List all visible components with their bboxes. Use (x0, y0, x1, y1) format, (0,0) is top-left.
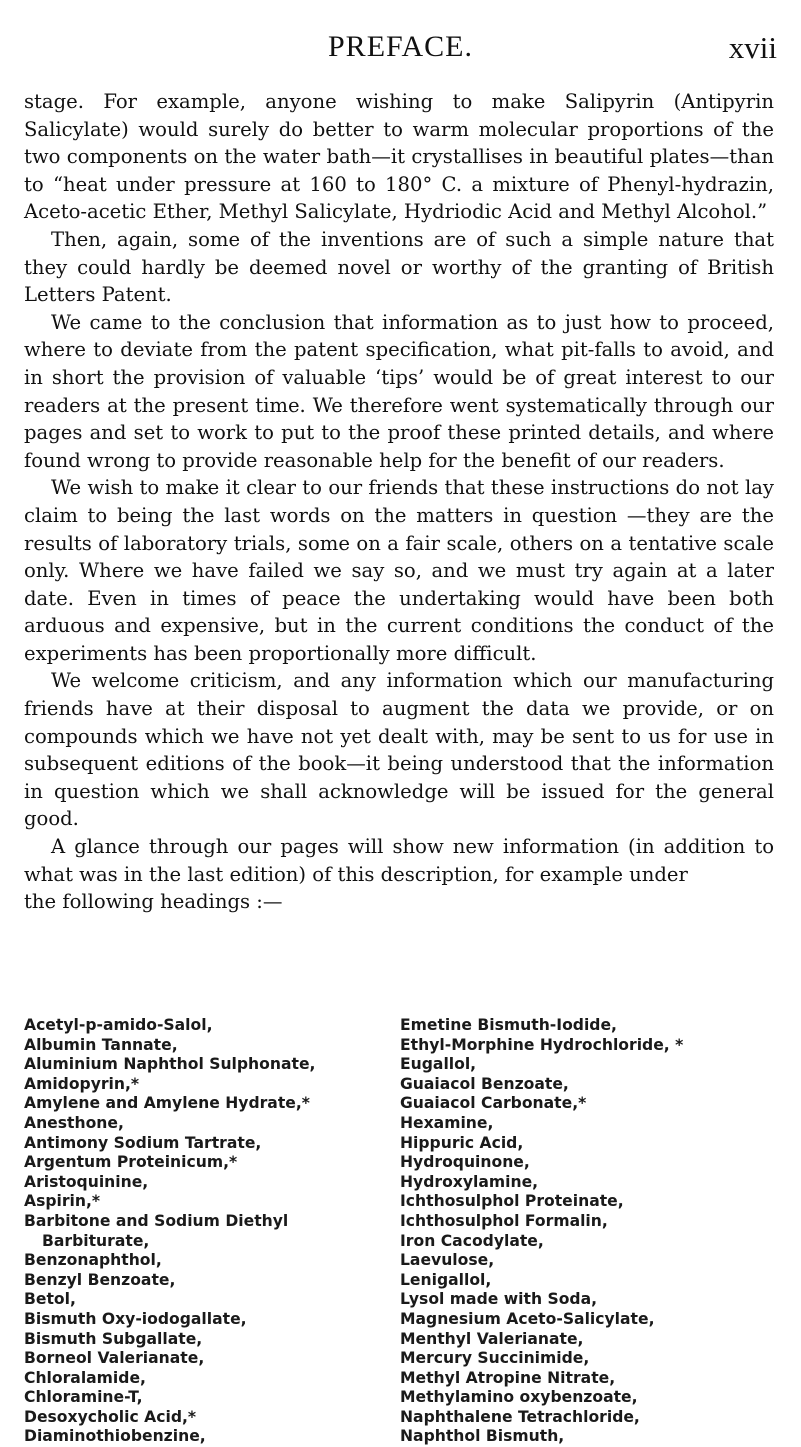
page-header (0, 30, 801, 70)
paragraph-2: Then, again, some of the inventions are of such a simple nature that they could hardly be deemed novel or worthy of the granting of British Letters Patent. (24, 227, 774, 307)
list-item: Acetyl-p-amido-Salol, (24, 1016, 213, 1034)
page-number: xvii (728, 30, 777, 65)
list-item: Iron Cacodylate, (400, 1231, 544, 1250)
list-item: Betol, (24, 1290, 76, 1309)
paragraph-1: stage. For example, anyone wishing to make Salipyrin (Antipyrin Salicylate) would surely do better to warm molecular proportions of the two components on the water bath—it crystallises in beautiful plates—than to “heat under pressure at 160 to 180° C. a mixture of Phenyl-hydrazin, Aceto-acetic Ether, Methyl Salicylate, Hydriodic Acid and Methyl Alcohol.” (24, 90, 774, 224)
list-item: Ichthosulphol Proteinate, (400, 1192, 624, 1211)
list-item: Aristoquinine, (24, 1172, 149, 1191)
list-item: Mercury Succinimide, (400, 1349, 590, 1368)
paragraph-5: We welcome criticism, and any information which our manufacturing friends have at their disposal to augment the data we provide, or on compounds which we have not yet dealt with, may be sent to us for use in subsequent editions of the book—it being understood that the information in question which we shall acknowledge will be issued for the general good. (24, 669, 774, 831)
list-item: Chloralamide, (24, 1368, 146, 1387)
list-item: Hippuric Acid, (400, 1133, 524, 1152)
list-item: Albumin Tannate, (24, 1035, 178, 1054)
list-item: Barbitone and Sodium Diethyl (24, 1211, 289, 1230)
paragraph-6: A glance through our pages will show new information (in addition to what was in the last edition) of this description, for example under (24, 835, 774, 886)
list-item: Emetine Bismuth-Iodide, (400, 1016, 617, 1034)
paragraph-3: We came to the conclusion that information as to just how to proceed, where to deviate from the patent specification, what pit-falls to avoid, and in short the provision of valuable ‘tips’ would be of great interest to our readers at the present time. We therefore went systematically through our pages and set to work to put to the proof these printed details, and where found wrong to provide reasonable help for the benefit of our readers. (24, 310, 774, 472)
list-item: Anesthone, (24, 1113, 124, 1132)
list-item: Benzyl Benzoate, (24, 1270, 176, 1289)
list-item: Ethyl-Morphine Hydrochloride, * (400, 1035, 684, 1054)
list-item: Desoxycholic Acid,* (24, 1407, 197, 1426)
list-item: Bismuth Subgallate, (24, 1329, 203, 1348)
list-item: Methyl Atropine Nitrate, (400, 1368, 616, 1387)
list-item: Methylamino oxybenzoate, (400, 1388, 638, 1407)
running-title: PREFACE. (328, 30, 473, 63)
list-item: Benzonaphthol, (24, 1251, 162, 1270)
list-item: Diaminothiobenzine, (24, 1427, 206, 1446)
list-item: Aspirin,* (24, 1192, 101, 1211)
list-item: Hydroquinone, (400, 1153, 530, 1172)
list-item: Eugallol, (400, 1055, 477, 1074)
list-item: Amidopyrin,* (24, 1074, 140, 1093)
list-item: Laevulose, (400, 1251, 495, 1270)
list-item: Amylene and Amylene Hydrate,* (24, 1094, 310, 1113)
headings-right-column (400, 1016, 784, 1447)
list-item: Naphthol Bismuth, (400, 1427, 565, 1446)
list-item: Lenigallol, (400, 1270, 492, 1289)
list-item: Guaiacol Carbonate,* (400, 1094, 587, 1113)
headings-left-column (24, 1016, 394, 1447)
list-item: Guaiacol Benzoate, (400, 1074, 569, 1093)
list-item: Menthyl Valerianate, (400, 1329, 584, 1348)
list-item: Ichthosulphol Formalin, (400, 1211, 608, 1230)
list-item-continuation: Barbiturate, (42, 1231, 150, 1250)
preface-body (24, 88, 774, 916)
headings-lead-in: the following headings :— (24, 890, 283, 914)
list-item: Magnesium Aceto-Salicylate, (400, 1309, 655, 1328)
list-item: Argentum Proteinicum,* (24, 1153, 238, 1172)
list-item: Borneol Valerianate, (24, 1349, 205, 1368)
list-item: Hexamine, (400, 1113, 494, 1132)
paragraph-4: We wish to make it clear to our friends that these instructions do not lay claim to being the last words on the matters in question —they are the results of laboratory trials, some on a fair scale, others on a tentative scale only. Where we have failed we say so, and we must try again at a later date. Even in times of peace the undertaking would have been both arduous and expensive, but in the current conditions the conduct of the experiments has been proportionally more difficult. (24, 476, 774, 665)
list-item: Hydroxylamine, (400, 1172, 539, 1191)
list-item: Lysol made with Soda, (400, 1290, 598, 1309)
list-item: Aluminium Naphthol Sulphonate, (24, 1055, 316, 1074)
list-item: Bismuth Oxy-iodogallate, (24, 1309, 247, 1328)
list-item: Antimony Sodium Tartrate, (24, 1133, 262, 1152)
list-item: Chloramine-T, (24, 1388, 143, 1407)
list-item: Naphthalene Tetrachloride, (400, 1407, 640, 1426)
